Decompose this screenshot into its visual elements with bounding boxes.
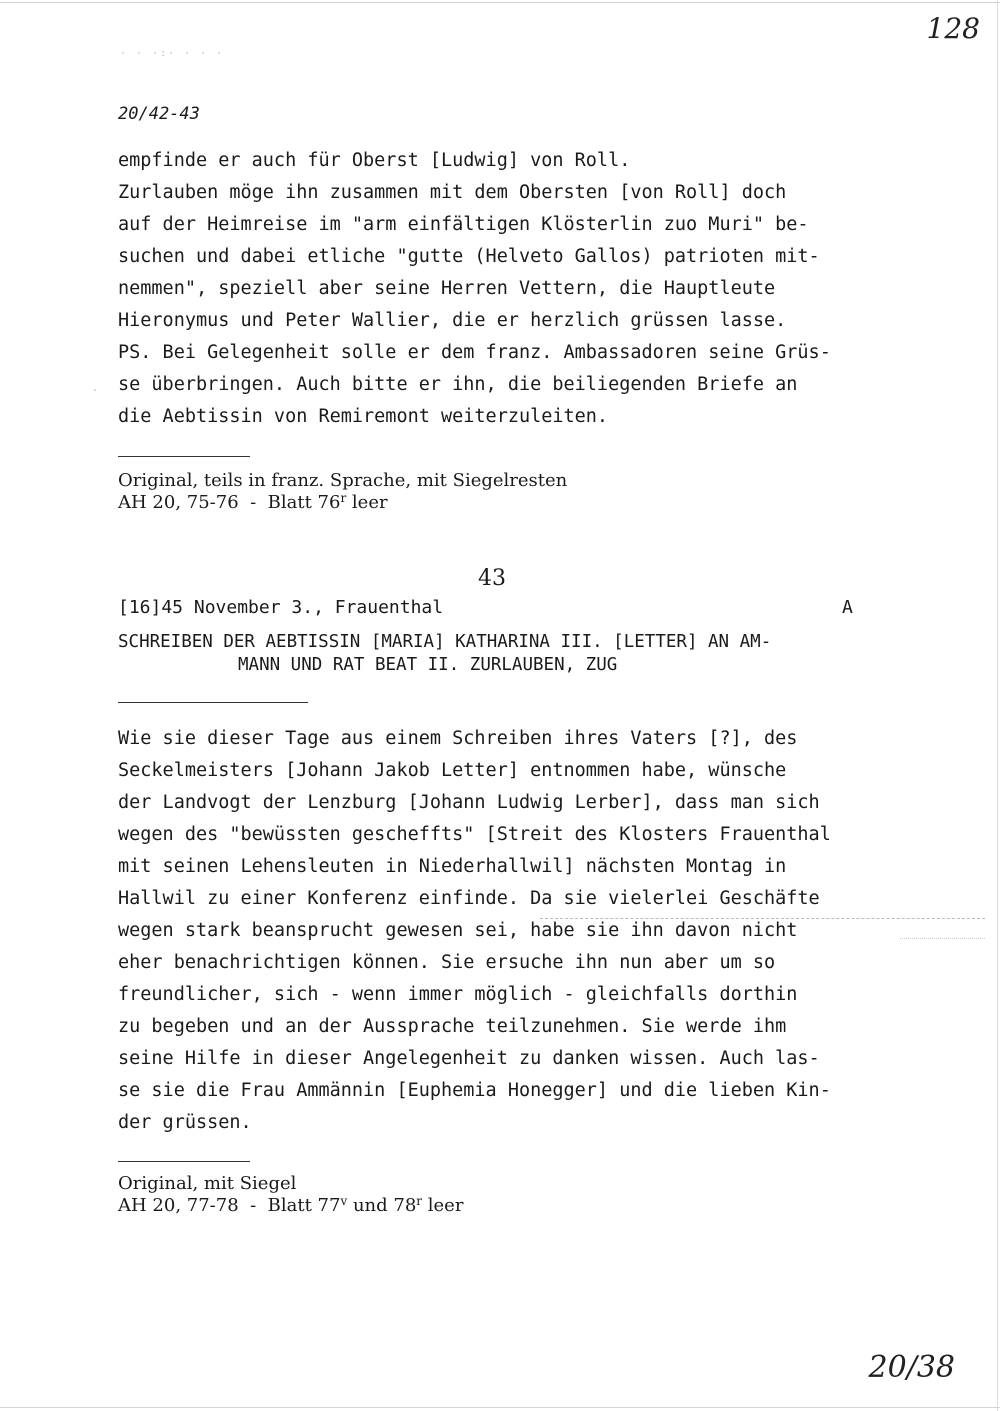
text-line: zu begeben und an der Aussprache teilzunehmen. Sie werde ihm bbox=[118, 1016, 787, 1037]
source-line: Original, teils in franz. Sprache, mit Siegelresten bbox=[118, 470, 568, 491]
separator-rule bbox=[118, 1161, 250, 1162]
scan-artifact-line bbox=[900, 938, 985, 940]
text-line: eher benachrichtigen können. Sie ersuche ihn nun aber um so bbox=[118, 952, 776, 973]
dateline: [16]45 November 3., Frauenthal bbox=[118, 597, 444, 618]
text-line: se überbringen. Auch bitte er ihn, die beiliegenden Briefe an bbox=[118, 374, 798, 395]
separator-rule bbox=[118, 456, 250, 457]
scan-artifact-line bbox=[540, 918, 985, 920]
document-reference: 20/42-43 bbox=[118, 104, 200, 124]
text-line: se sie die Frau Ammännin [Euphemia Honegger] und die lieben Kin- bbox=[118, 1080, 831, 1101]
text-line: suchen und dabei etliche "gutte (Helveto Gallos) patrioten mit- bbox=[118, 246, 820, 267]
folio-side-marker: v bbox=[340, 1194, 348, 1208]
letter-42-summary bbox=[118, 145, 831, 433]
text-line: freundlicher, sich - wenn immer möglich - gleichfalls dorthin bbox=[118, 984, 798, 1005]
text-line: mit seinen Lehensleuten in Niederhallwil] nächsten Montag in bbox=[118, 856, 787, 877]
source-note bbox=[118, 1173, 463, 1217]
document-number: 43 bbox=[478, 566, 506, 591]
page-edge-top bbox=[0, 2, 1000, 3]
folio-side-marker: r bbox=[416, 1194, 423, 1208]
text-line: seine Hilfe in dieser Angelegenheit zu danken wissen. Auch las- bbox=[118, 1048, 820, 1069]
text-line: wegen des "bewüssten gescheffts" [Streit des Klosters Frauenthal bbox=[118, 824, 831, 845]
text-line: wegen stark beansprucht gewesen sei, habe sie ihn davon nicht bbox=[118, 920, 798, 941]
text-line: Hieronymus und Peter Wallier, die er herzlich grüssen lasse. bbox=[118, 310, 787, 331]
source-note bbox=[118, 470, 567, 514]
text-line: Seckelmeisters [Johann Jakob Letter] entnommen habe, wünsche bbox=[118, 760, 787, 781]
title-line: SCHREIBEN DER AEBTISSIN [MARIA] KATHARINA III. [LETTER] AN AM- bbox=[118, 632, 772, 652]
text-line: nemmen", speziell aber seine Herren Vettern, die Hauptleute bbox=[118, 278, 776, 299]
text-line: Wie sie dieser Tage aus einem Schreiben ihres Vaters [?], des bbox=[118, 728, 798, 749]
title-line: MANN UND RAT BEAT II. ZURLAUBEN, ZUG bbox=[238, 655, 618, 675]
text-line: empfinde er auch für Oberst [Ludwig] von Roll. bbox=[118, 150, 631, 171]
source-line: AH 20, 75-76 - Blatt 76$^r$ leer bbox=[118, 491, 388, 513]
page-edge-bottom bbox=[0, 1407, 1000, 1408]
folio-number-handwritten: 128 bbox=[926, 12, 980, 45]
text-line: der Landvogt der Lenzburg [Johann Ludwig Lerber], dass man sich bbox=[118, 792, 820, 813]
text-line: Zurlauben möge ihn zusammen mit dem Obersten [von Roll] doch bbox=[118, 182, 787, 203]
letter-43-summary bbox=[118, 723, 831, 1139]
page-edge-right bbox=[997, 0, 998, 1411]
archive-number-handwritten: 20/38 bbox=[868, 1350, 955, 1385]
category-letter: A bbox=[842, 597, 853, 618]
source-line: Original, mit Siegel bbox=[118, 1173, 297, 1194]
document-title bbox=[118, 631, 771, 677]
text-line: die Aebtissin von Remiremont weiterzuleiten. bbox=[118, 406, 609, 427]
margin-mark: . bbox=[92, 383, 99, 394]
text-line: der grüssen. bbox=[118, 1112, 252, 1133]
separator-rule bbox=[118, 702, 308, 703]
text-line: PS. Bei Gelegenheit solle er dem franz. Ambassadoren seine Grüs- bbox=[118, 342, 831, 363]
text-line: Hallwil zu einer Konferenz einfinde. Da sie vielerlei Geschäfte bbox=[118, 888, 820, 909]
folio-side-marker: r bbox=[340, 491, 347, 505]
text-line: auf der Heimreise im "arm einfältigen Klösterlin zuo Muri" be- bbox=[118, 214, 809, 235]
scan-noise: · · ·:· · · · bbox=[120, 48, 225, 59]
source-line: AH 20, 77-78 - Blatt 77$^v$ und 78$^r$ leer bbox=[118, 1194, 464, 1216]
